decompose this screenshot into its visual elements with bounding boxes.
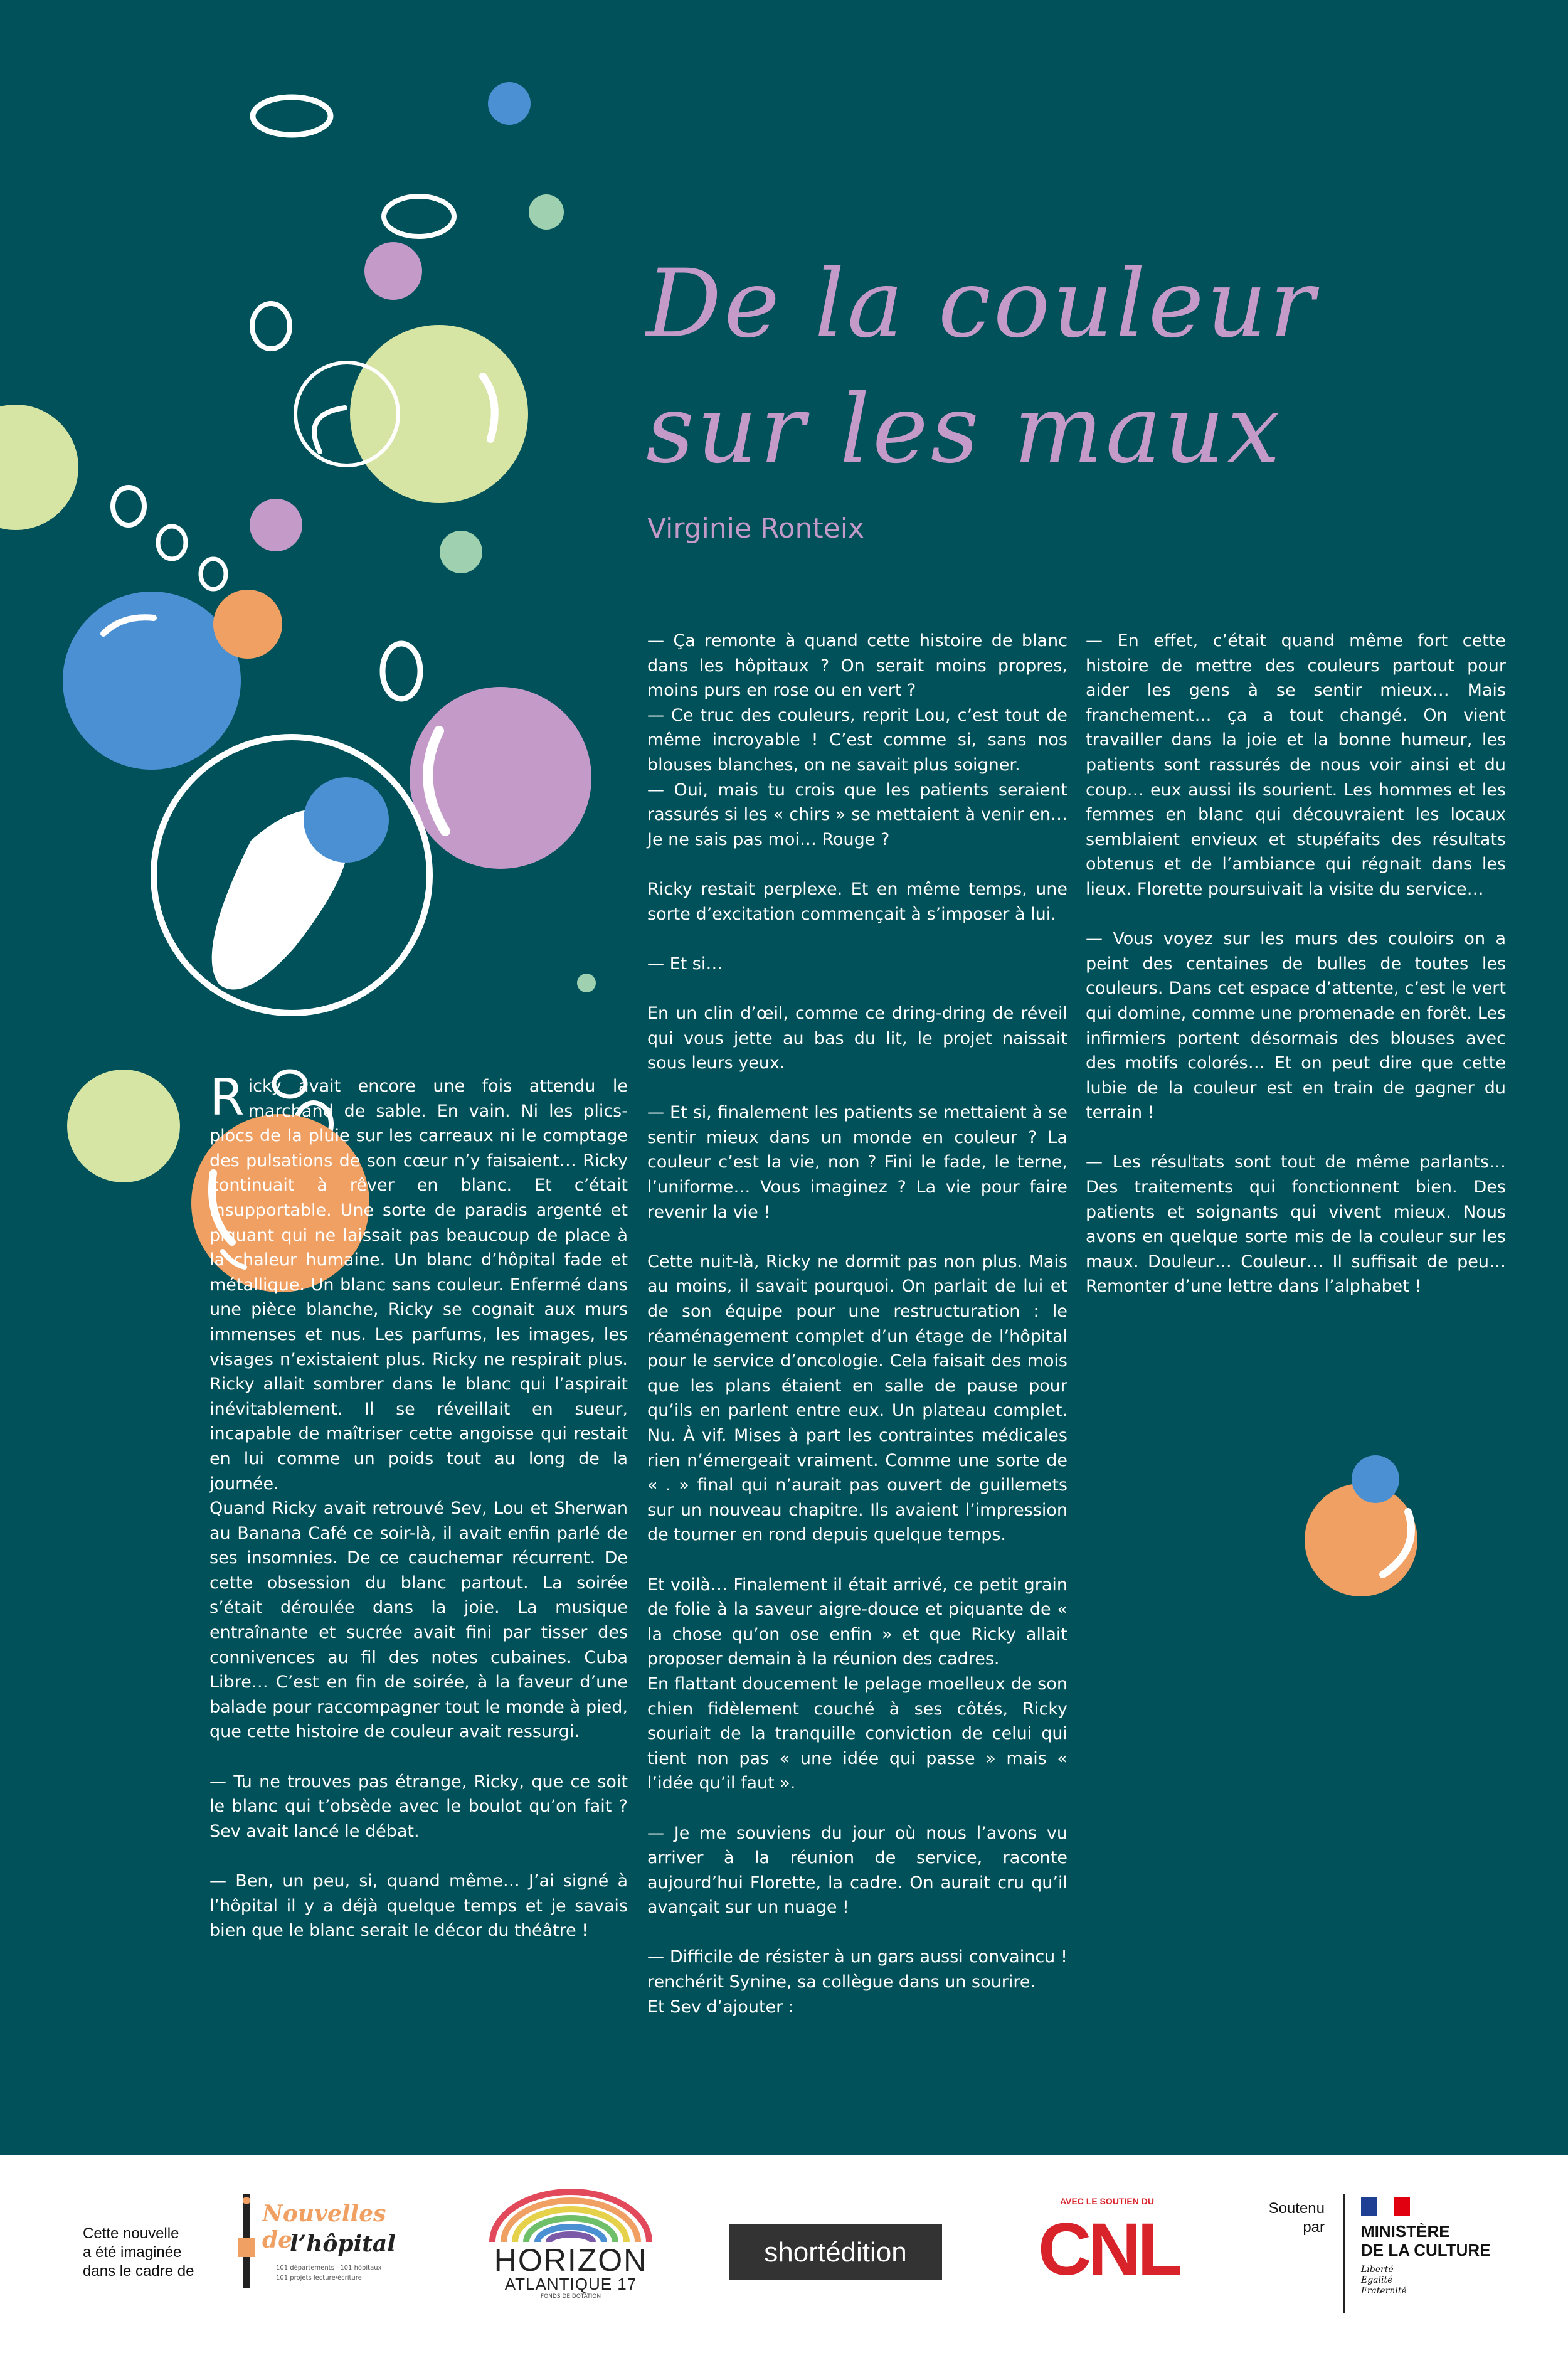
bubble-orange-right: [1305, 1484, 1417, 1596]
paragraph: — Je me souviens du jour où nous l’avons vu arriver à la réunion de service, raconte aujourd’hui Florette, la cadre. On aurait cru qu’il avançait sur un nuage !: [647, 1823, 1067, 1918]
soutenu-line: par: [1303, 2219, 1325, 2236]
ministere-line2: DE LA CULTURE: [1361, 2241, 1491, 2260]
paragraph: [209, 1068, 628, 1496]
horizon-name: HORIZON: [494, 2243, 648, 2278]
motto-word: Égalité: [1361, 2275, 1393, 2285]
footer-intro-line: a été imaginée: [83, 2244, 182, 2261]
motto-word: Liberté: [1361, 2265, 1394, 2275]
bubble-outline-2: [384, 196, 454, 236]
partners-footer: [0, 2155, 1568, 2353]
story-title-line2: sur les maux: [646, 375, 1283, 484]
bubble-green-lower: [67, 1070, 180, 1182]
author-name: Virginie Ronteix: [647, 513, 864, 544]
drop-cap: R: [209, 1068, 245, 1127]
paragraph: — Difficile de résister à un gars aussi convaincu ! renchérit Synine, sa collègue dans un sourire. Et Sev d’ajouter :: [647, 1947, 1067, 2017]
nouvelles-hopital-logo: [232, 2188, 408, 2295]
ministere-culture-logo: [1343, 2194, 1520, 2313]
paragraph: — Les résultats sont tout de même parlants… Des traitements qui fonctionnent bien. Des patients et soignants qui vivent mieux. Nous avons en quelque sorte mis de la couleur sur les maux. Douleur… Couleur… Il suffisait de peu… Remonter d’une lettre dans l’alphabet !: [1086, 1152, 1506, 1297]
paragraph: Cette nuit-là, Ricky ne dormit pas non plus. Mais au moins, il savait pourquoi. On parlait de lui et de son équipe pour une restructuration : le réaménagement complet d’un étage de l’hôpital pour le service d’oncologie. Cela faisait des mois que les plans étaient en salle de pause pour qu’ils en parlent entre eux. Un plateau complet. Nu. À vif. Mises à part les contraintes médicales rien n’émergeait vraiment. Comme une sorte de « . » final qui n’aurait pas ouvert de guillemets sur un nouveau chapitre. Ils avaient l’impression de tourner en rond depuis quelque temps.: [647, 1251, 1067, 1545]
cnl-label: AVEC LE SOUTIEN DU: [1060, 2196, 1154, 2206]
paragraph: Et voilà… Finalement il était arrivé, ce petit grain de folie à la saveur aigre-douce et piquante de « la chose qu’on ose enfin » et que Ricky allait proposer demain à la réunion des cadres. En flattant doucement le pelage moelleux de son chien fidèlement couché à ses côtés, Ricky souriait de la tranquille conviction de celui qui tient non pas « une idée qui passe » mais « l’idée qu’il faut ».: [647, 1575, 1067, 1793]
ministere-motto: [1361, 2265, 1407, 2297]
cnl-name: CNL: [1038, 2208, 1179, 2291]
shortedition-name: shortédition: [764, 2237, 907, 2268]
bubble-green-left: [0, 405, 78, 530]
bubble-mint-small: [529, 194, 564, 230]
bubble-outline-5: [158, 526, 186, 559]
nouvelles-small-2: 101 projets lecture/écriture: [276, 2275, 362, 2281]
shortedition-logo: [729, 2224, 942, 2280]
text-column-2: [647, 629, 1067, 2044]
paragraph: — Vous voyez sur les murs des couloirs on a peint des centaines de bulles de toutes les couleurs. Dans cet espace d’attente, c’est le vert qui domine, comme une promenade en forêt. Les infirmiers portent désormais des blouses avec des motifs colorés… Et on peut dire que cette lubie de la couleur est en train de gagner du terrain !: [1086, 929, 1506, 1123]
horizon-atlantique-logo: [467, 2187, 674, 2300]
bubble-mint-mid: [440, 531, 482, 573]
nouvelles-small-1: 101 départements · 101 hôpitaux: [276, 2265, 382, 2271]
bubble-purple-small: [364, 242, 422, 300]
paragraph-text: icky avait encore une fois attendu le marchand de sable. En vain. Ni les plics-plocs de la pluie sur les carreaux ni le comptage des pulsations de son cœur n’y faisaient… Ricky continuait à rêver en blanc. Et c’était insupportable. Une sorte de paradis argenté et piquant qui ne laissait pas beaucoup de place à la chaleur humaine. Un blanc d’hôpital fade et métallique. Un blanc sans couleur. Enfermé dans une pièce blanche, Ricky se cognait aux murs immenses et nus. Les parfums, les images, les visages n’existaient plus. Ricky ne respirait plus. Ricky allait sombrer dans le blanc qui l’aspirait inévitablement. Il se réveillait en sueur, incapable de maîtriser cette angoisse qui restait en lui comme un poids tout au long de la journée.: [209, 1076, 628, 1494]
nouvelles-title-1: Nouvelles de: [262, 2201, 386, 2253]
nouvelles-title-2: l’hôpital: [290, 2231, 396, 2257]
footer-intro-line: Cette nouvelle: [83, 2225, 179, 2242]
bubble-orange-small: [213, 590, 282, 659]
paragraph: Quand Ricky avait retrouvé Sev, Lou et Sherwan au Banana Café ce soir-là, il avait enfin parlé de ses insomnies. De ce cauchemar récurrent. De cette obsession du blanc partout. La soirée s’était déroulée dans la joie. La musique entraînante et sucrée avait fini par tisser des connivences au fil des notes cubaines. Cuba Libre… C’est en fin de soirée, à la faveur d’une balade pour raccompagner tout le monde à pied, que cette histoire de couleur avait ressurgi.: [209, 1499, 628, 1742]
marianne-flag-icon: [1361, 2197, 1411, 2216]
paragraph: — Ça remonte à quand cette histoire de blanc dans les hôpitaux ? On serait moins propres, moins purs en rose ou en vert ? — Ce truc des couleurs, reprit Lou, c’est tout de même incroyable ! C’est comme si, sans nos blouses blanches, on ne savait plus soigner. — Oui, mais tu crois que les patients seraient rassurés si les « chirs » se mettaient à venir en… Je ne sais pas moi… Rouge ?: [647, 631, 1067, 849]
bubble-purple-mid: [250, 499, 302, 551]
bubble-outline-4: [113, 487, 144, 525]
bubble-blue-right: [1352, 1455, 1399, 1503]
bubble-purple-large: [410, 687, 591, 869]
bubble-highlight-1: [314, 408, 345, 452]
paragraph: — Et si, finalement les patients se mettaient à se sentir mieux dans un monde en couleur ? La couleur c’est la vie, non ? Fini le fade, le terne, l’uniforme… Vous imaginez ? La vie pour faire revenir la vie !: [647, 1103, 1067, 1222]
bubble-blue-small: [488, 82, 531, 125]
paragraph: En un clin d’œil, comme ce dring-dring de réveil qui vous jette au bas du lit, le projet naissait sous leurs yeux.: [647, 1003, 1067, 1073]
story-title: [646, 242, 1524, 492]
motto-word: Fraternité: [1361, 2286, 1407, 2296]
paragraph: — En effet, c’était quand même fort cette histoire de mettre des couleurs partout pour aider les gens à se sentir mieux… Mais franchement… ça a tout changé. On vient travailler dans la joie et la bonne humeur, les patients sont rassurés de nous voir ainsi et du coup… eux aussi ils sourient. Les hommes et les femmes en blanc qui découvraient les locaux semblaient envieux et stupéfaits des résultats obtenus et de l’ambiance qui régnait dans les lieux. Florette poursuivait la visite du service…: [1086, 631, 1506, 899]
cnl-logo: [1038, 2196, 1179, 2303]
footer-intro-line: dans le cadre de: [83, 2263, 194, 2280]
bubble-outline-1: [253, 97, 331, 135]
bubble-outline-6: [201, 559, 226, 589]
horizon-tag: FONDS DE DOTATION: [540, 2293, 601, 2300]
bubble-green-large: [350, 325, 528, 503]
bubble-outline-3: [252, 304, 290, 349]
story-title-line1: De la couleur: [646, 250, 1317, 359]
text-column-1: [209, 1068, 628, 1968]
paragraph: — Et si…: [647, 953, 723, 974]
soutenu-label: [1256, 2199, 1325, 2237]
paragraph: Ricky restait perplexe. Et en même temps, une sorte d’excitation commençait à s’imposer à lui.: [647, 879, 1067, 924]
bubble-blue-mid: [304, 777, 389, 863]
bubble-outline-7: [383, 644, 420, 699]
bubble-dot: [577, 974, 596, 992]
horizon-sub: ATLANTIQUE 17: [504, 2275, 637, 2293]
text-column-3: [1086, 629, 1506, 1324]
soutenu-line: Soutenu: [1268, 2200, 1325, 2217]
paragraph: — Tu ne trouves pas étrange, Ricky, que ce soit le blanc qui t’obsède avec le boulot qu’on fait ? Sev avait lancé le débat.: [209, 1771, 628, 1841]
footer-intro: [83, 2224, 194, 2281]
ministere-line1: MINISTÈRE: [1361, 2222, 1450, 2241]
paragraph: — Ben, un peu, si, quand même… J’ai signé à l’hôpital il y a déjà quelque temps et je savais bien que le blanc serait le décor du théâtre !: [209, 1871, 628, 1941]
rainbow-icon: [467, 2187, 674, 2243]
